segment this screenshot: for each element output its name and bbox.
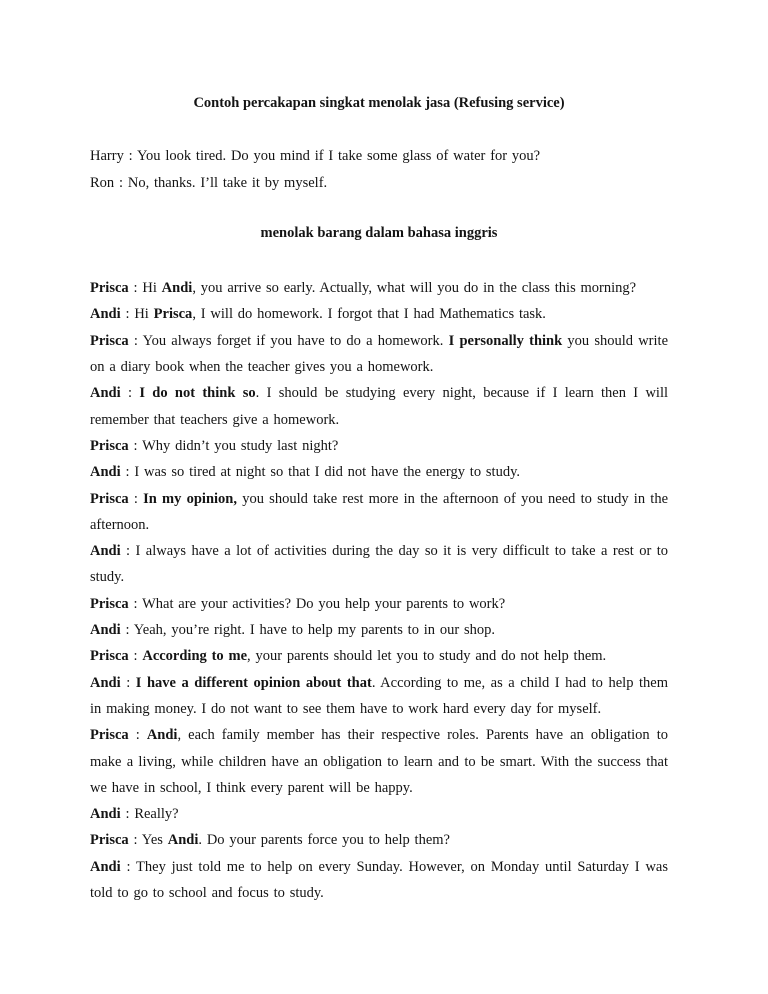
speaker-name: Andi: [90, 622, 121, 639]
speaker-name: Andi: [90, 543, 121, 560]
emphasis-text: According to me: [142, 648, 248, 665]
emphasis-text: Andi: [161, 280, 193, 297]
dialogue-text: you should write on a diary book when the teacher gives you a homework.: [90, 332, 669, 376]
speaker-name: Harry: [90, 148, 124, 165]
speaker-name: Prisca: [90, 280, 129, 297]
dialogue-text: , you arrive so early. Actually, what will you do in the class this morning?: [192, 280, 637, 297]
intro-dialogue-section: [90, 143, 668, 196]
speaker-name: Andi: [90, 674, 121, 691]
speaker-name: Prisca: [90, 595, 129, 612]
dialogue-line: Prisca : Andi, each family member has their respective roles. Parents have an obligation to make a living, while children have an obligation to learn and to be smart. With the success that we have in school, I think every parent will be happy.: [90, 727, 668, 796]
speaker-name: Prisca: [90, 490, 129, 507]
dialogue-text: . According to me, as a child I had to help them in making money. I do not want to see them have to work hard every day for myself.: [90, 674, 668, 717]
emphasis-text: Andi: [167, 832, 199, 849]
emphasis-text: Prisca: [153, 306, 193, 323]
dialogue-text: You look tired. Do you mind if I take some glass of water for you?: [136, 148, 541, 165]
dialogue-line: Andi : I do not think so. I should be studying every night, because if I learn then I will remember that teachers give a homework.: [90, 385, 669, 428]
dialogue-line: Andi : Hi Prisca, I will do homework. I forgot that I had Mathematics task.: [90, 306, 546, 323]
speaker-name: Ron: [90, 174, 115, 191]
dialogue-line: Prisca : In my opinion, you should take rest more in the afternoon of you need to study in the afternoon.: [90, 490, 668, 533]
speaker-name: Andi: [90, 806, 121, 823]
dialogue-line: Prisca : You always forget if you have to do a homework. I personally think you should write on a diary book when the teacher gives you a homework.: [90, 332, 669, 376]
dialogue-text: No, thanks. I’ll take it by myself.: [127, 174, 328, 191]
dialogue-text: . Do your parents force you to help them?: [198, 832, 450, 849]
document-title: Contoh percakapan singkat menolak jasa (Refusing service): [193, 95, 565, 111]
speaker-name: Prisca: [90, 832, 129, 849]
speaker-name: Prisca: [90, 332, 129, 349]
dialogue-line: Andi : Yeah, you’re right. I have to help my parents to in our shop.: [90, 622, 496, 639]
dialogue-line: Andi : I was so tired at night so that I did not have the energy to study.: [90, 464, 520, 481]
dialogue-line: Prisca : Why didn’t you study last night?: [90, 437, 339, 454]
emphasis-text: I do not think so: [139, 385, 256, 402]
dialogue-line: Andi : They just told me to help on every Sunday. However, on Monday until Saturday I was told to go to school and focus to study.: [90, 858, 668, 902]
emphasis-text: I personally think: [448, 332, 563, 349]
speaker-name: Andi: [90, 858, 121, 875]
dialogue-line: Prisca : According to me, your parents should let you to study and do not help them.: [90, 648, 607, 665]
dialogue-text: Why didn’t you study last night?: [142, 437, 339, 454]
speaker-name: Prisca: [90, 727, 129, 744]
dialogue-text: You always forget if you have to do a homework.: [142, 332, 449, 349]
dialogue-text: Really?: [134, 806, 179, 823]
dialogue-line: Andi : I have a different opinion about that. According to me, as a child I had to help them in making money. I do not want to see them have to work hard every day for myself.: [90, 674, 668, 717]
dialogue-text: Hi: [142, 280, 162, 297]
dialogue-text: , I will do homework. I forgot that I had Mathematics task.: [192, 306, 546, 323]
main-dialogue-section: [90, 275, 668, 906]
speaker-name: Andi: [90, 306, 121, 323]
emphasis-text: Andi: [146, 727, 178, 744]
emphasis-text: I have a different opinion about that: [135, 674, 372, 691]
dialogue-line: Prisca : What are your activities? Do you help your parents to work?: [90, 595, 506, 612]
dialogue-text: Yes: [141, 832, 168, 849]
speaker-name: Prisca: [90, 648, 129, 665]
dialogue-text: What are your activities? Do you help your parents to work?: [142, 595, 506, 612]
speaker-name: Prisca: [90, 437, 129, 454]
dialogue-text: Yeah, you’re right. I have to help my parents to in our shop.: [133, 622, 496, 639]
dialogue-line: Prisca : Hi Andi, you arrive so early. Actually, what will you do in the class this morning?: [90, 280, 637, 297]
dialogue-text: , each family member has their respective roles. Parents have an obligation to make a living, while children have an obligation to learn and to be smart. With the success that we have in school, I think every parent will be happy.: [90, 727, 668, 796]
dialogue-line: Andi : Really?: [90, 806, 179, 823]
speaker-name: Andi: [90, 464, 121, 481]
dialogue-text: I always have a lot of activities during the day so it is very difficult to take a rest or to study.: [90, 543, 669, 586]
dialogue-line: Harry : You look tired. Do you mind if I take some glass of water for you?: [90, 148, 541, 165]
dialogue-text: you should take rest more in the afternoon of you need to study in the afternoon.: [90, 490, 668, 533]
dialogue-line: Andi : I always have a lot of activities during the day so it is very difficult to take a rest or to study.: [90, 543, 669, 586]
dialogue-line: Prisca : Yes Andi. Do your parents force you to help them?: [90, 832, 450, 849]
dialogue-text: I was so tired at night so that I did not have the energy to study.: [134, 464, 520, 481]
dialogue-line: Ron : No, thanks. I’ll take it by myself.: [90, 174, 328, 191]
dialogue-text: , your parents should let you to study and do not help them.: [247, 648, 607, 665]
speaker-name: Andi: [90, 385, 121, 402]
section-heading: menolak barang dalam bahasa inggris: [260, 224, 498, 241]
dialogue-text: They just told me to help on every Sunday. However, on Monday until Saturday I was told to go to school and focus to study.: [90, 858, 668, 902]
emphasis-text: In my opinion,: [143, 490, 237, 507]
dialogue-text: . I should be studying every night, because if I learn then I will remember that teachers give a homework.: [90, 385, 669, 428]
dialogue-text: Hi: [134, 306, 154, 323]
